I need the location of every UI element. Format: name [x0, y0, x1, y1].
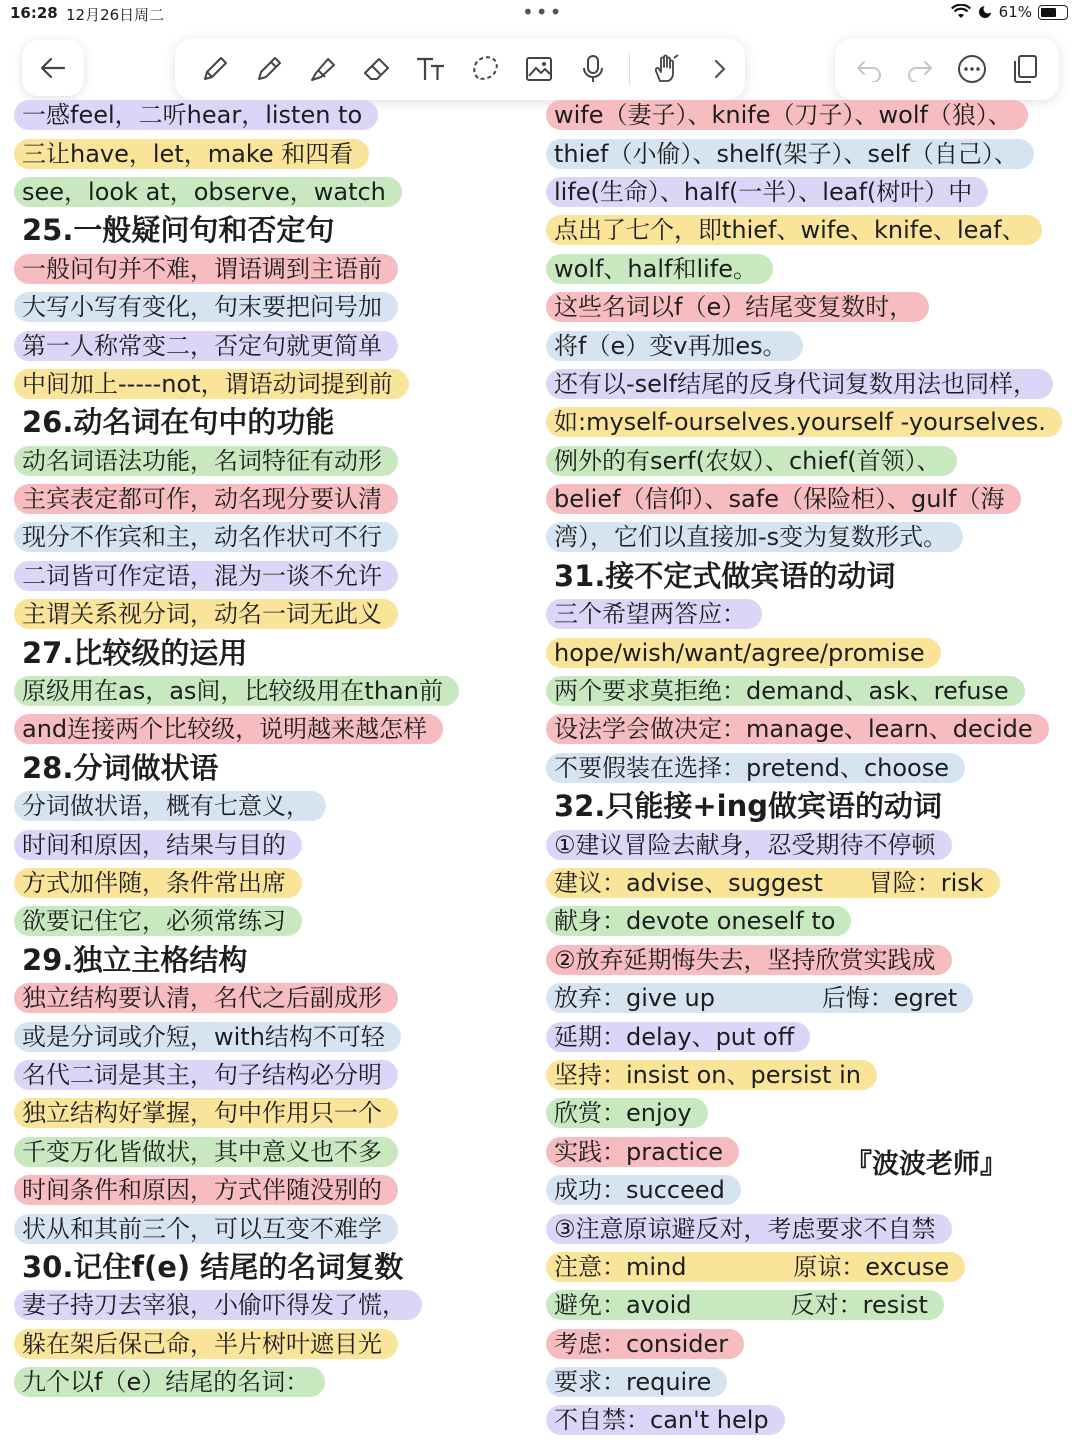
undo-button[interactable] [854, 56, 884, 82]
redo-icon [905, 56, 935, 82]
chevron-right-icon [710, 57, 730, 81]
section-heading: 25.一般疑问句和否定句 [22, 213, 335, 248]
status-date: 12月26日周二 [66, 6, 165, 24]
note-line [546, 595, 1080, 633]
note-line [546, 365, 1080, 403]
highlighted-text: 三个希望两答应： [546, 599, 762, 629]
note-line [14, 1056, 534, 1094]
note-line [14, 787, 534, 825]
note-line [546, 710, 1080, 748]
note-line [14, 749, 534, 787]
note-line [546, 633, 1080, 671]
highlighter-icon [307, 53, 339, 85]
highlighted-text: 独立结构要认清，名代之后副成形 [14, 983, 398, 1013]
arrow-left-icon [40, 57, 66, 79]
highlighted-text: see，look at，observe，watch [14, 177, 402, 207]
highlighted-text: 方式加伴随，条件常出席 [14, 868, 302, 898]
status-time: 16:28 [10, 4, 58, 22]
note-line [546, 211, 1080, 249]
more-options-button[interactable] [956, 53, 988, 85]
highlighted-text: 要求：require [546, 1367, 727, 1397]
note-line [14, 1094, 534, 1132]
note-line [14, 288, 534, 326]
highlighted-text: 主宾表定都可作，动名现分要认清 [14, 484, 398, 514]
note-line [546, 250, 1080, 288]
highlighted-text: 第一人称常变二，否定句就更简单 [14, 331, 398, 361]
highlighted-text: 时间条件和原因，方式伴随没别的 [14, 1175, 398, 1205]
highlighted-text: 不要假装在选择：pretend、choose [546, 753, 965, 783]
highlighted-text: 放弃：give up 后悔：egret [546, 983, 973, 1013]
image-tool[interactable] [519, 49, 559, 89]
highlighted-text: 成功：succeed [546, 1175, 741, 1205]
section-heading: 30.记住f(e) 结尾的名词复数 [22, 1249, 404, 1284]
note-line [546, 1209, 1080, 1247]
note-column-left [14, 96, 534, 1401]
note-line [14, 595, 534, 633]
note-line [546, 557, 1080, 595]
note-line [14, 1248, 534, 1286]
note-line [14, 480, 534, 518]
note-line [14, 633, 534, 671]
wifi-icon [951, 4, 971, 20]
focus-mode-icon [977, 4, 993, 20]
note-line [14, 864, 534, 902]
hand-draw-toggle[interactable] [646, 49, 686, 89]
highlighted-text: 主谓关系视分词，动名一词无此义 [14, 599, 398, 629]
note-line [14, 442, 534, 480]
highlighted-text: 或是分词或介短，with结构不可轻 [14, 1022, 401, 1052]
note-line [546, 787, 1080, 825]
note-line [14, 710, 534, 748]
note-line [14, 250, 534, 288]
image-icon [523, 53, 555, 85]
pencil-icon [253, 53, 285, 85]
highlighted-text: 二词皆可作定语，混为一谈不允许 [14, 561, 398, 591]
note-line [546, 825, 1080, 863]
note-line [14, 672, 534, 710]
note-line [14, 1171, 534, 1209]
text-tool-icon [414, 53, 448, 85]
highlighter-tool[interactable] [303, 49, 343, 89]
highlighted-text: 实践：practice [546, 1137, 739, 1167]
battery-percent: 61% [998, 3, 1032, 21]
highlighted-text: 现分不作宾和主，动名作状可不行 [14, 522, 398, 552]
section-heading: 32.只能接+ing做宾语的动词 [554, 789, 943, 824]
note-line [546, 442, 1080, 480]
pen-tool[interactable] [195, 49, 235, 89]
note-line [14, 1363, 534, 1401]
highlighted-text: 分词做状语，概有七意义， [14, 791, 326, 821]
highlighted-text: 独立结构好掌握，句中作用只一个 [14, 1098, 398, 1128]
pages-icon [1009, 53, 1041, 85]
note-line [14, 557, 534, 595]
section-heading: 27.比较级的运用 [22, 635, 248, 670]
highlighted-text: belief（信仰）、safe（保险柜）、gulf（海 [546, 484, 1021, 514]
highlighted-text: 不自禁：can't help [546, 1405, 785, 1435]
highlighted-text: 建议：advise、suggest 冒险：risk [546, 868, 1000, 898]
highlighted-text: 献身：devote oneself to [546, 906, 851, 936]
highlighted-text: ①建议冒险去献身，忍受期待不停顿 [546, 830, 952, 860]
author-signature: 『波波老师』 [845, 1149, 1007, 1180]
highlighted-text: 动名词语法功能，名词特征有动形 [14, 446, 398, 476]
highlighted-text: thief（小偷）、shelf(架子）、self（自己）、 [546, 139, 1034, 169]
note-line [546, 749, 1080, 787]
highlighted-text: hope/wish/want/agree/promise [546, 638, 941, 668]
highlighted-text: 避免：avoid 反对：resist [546, 1290, 944, 1320]
note-line [546, 288, 1080, 326]
section-heading: 26.动名词在句中的功能 [22, 405, 335, 440]
note-line [546, 326, 1080, 364]
highlighted-text: 名代二词是其主，句子结构必分明 [14, 1060, 398, 1090]
note-line [546, 480, 1080, 518]
drawing-toolbar [175, 38, 745, 100]
note-line [14, 326, 534, 364]
highlighted-text: 九个以f（e）结尾的名词： [14, 1367, 325, 1397]
highlighted-text: 如:myself-ourselves.yourself -yourselves. [546, 407, 1062, 437]
microphone-icon [577, 53, 609, 85]
note-line [546, 979, 1080, 1017]
highlighted-text: 考虑：consider [546, 1329, 744, 1359]
highlighted-text: 还有以-self结尾的反身代词复数用法也同样， [546, 369, 1053, 399]
note-line [546, 1094, 1080, 1132]
highlighted-text: ②放弃延期悔失去，坚持欣赏实践成 [546, 945, 952, 975]
status-bar [0, 0, 1080, 28]
note-line [14, 941, 534, 979]
note-line [14, 902, 534, 940]
note-line [546, 1056, 1080, 1094]
highlighted-text: ③注意原谅避反对，考虑要求不自禁 [546, 1214, 952, 1244]
highlighted-text: 例外的有serf(农奴）、chief(首领）、 [546, 446, 957, 476]
note-line [546, 672, 1080, 710]
note-line [14, 1133, 534, 1171]
multitasking-dots[interactable]: ••• [522, 0, 564, 24]
highlighted-text: 欣赏：enjoy [546, 1098, 708, 1128]
note-line [14, 173, 534, 211]
note-line [546, 1286, 1080, 1324]
highlighted-text: 中间加上-----not，谓语动词提到前 [14, 369, 409, 399]
undo-icon [854, 56, 884, 82]
lasso-icon [469, 53, 501, 85]
pen-icon [199, 53, 231, 85]
highlighted-text: 妻子持刀去宰狼，小偷吓得发了慌， [14, 1290, 422, 1320]
document-toolbar [835, 38, 1059, 100]
highlighted-text: 躲在架后保己命，半片树叶遮目光 [14, 1329, 398, 1359]
battery-level [1041, 8, 1056, 17]
lasso-tool[interactable] [465, 49, 505, 89]
highlighted-text: 坚持：insist on、persist in [546, 1060, 877, 1090]
note-line [546, 1325, 1080, 1363]
page-overview-button[interactable] [1009, 53, 1041, 85]
highlighted-text: 千变万化皆做状，其中意义也不多 [14, 1137, 398, 1167]
section-heading: 31.接不定式做宾语的动词 [554, 558, 896, 593]
note-line [546, 518, 1080, 556]
highlighted-text: and连接两个比较级，说明越来越怎样 [14, 714, 443, 744]
text-tool[interactable] [411, 49, 451, 89]
note-line [14, 1286, 534, 1324]
redo-button[interactable] [905, 56, 935, 82]
toolbar-divider [629, 53, 630, 85]
note-line [14, 403, 534, 441]
eraser-icon [361, 53, 393, 85]
highlighted-text: wife（妻子）、knife（刀子）、wolf（狼）、 [546, 100, 1028, 130]
highlighted-text: life(生命）、half(一半）、leaf(树叶）中 [546, 177, 988, 207]
highlighted-text: 大写小写有变化，句末要把问号加 [14, 292, 398, 322]
highlighted-text: 设法学会做决定：manage、learn、decide [546, 714, 1049, 744]
more-icon [956, 53, 988, 85]
note-line [546, 173, 1080, 211]
note-line [546, 1248, 1080, 1286]
highlighted-text: 状从和其前三个，可以互变不难学 [14, 1214, 398, 1244]
note-line [14, 1209, 534, 1247]
note-column-right [546, 96, 1080, 1440]
note-line [14, 1325, 534, 1363]
battery-icon [1038, 5, 1068, 20]
status-indicators [951, 3, 1068, 21]
note-line [546, 902, 1080, 940]
highlighted-text: 注意：mind 原谅：excuse [546, 1252, 965, 1282]
section-heading: 29.独立主格结构 [22, 942, 248, 977]
note-line [546, 403, 1080, 441]
hand-touch-icon [650, 53, 682, 85]
highlighted-text: 三让have，let，make 和四看 [14, 139, 369, 169]
back-button[interactable] [22, 40, 84, 96]
note-line [546, 134, 1080, 172]
pencil-tool[interactable] [249, 49, 289, 89]
note-line [14, 1017, 534, 1055]
note-line [14, 518, 534, 556]
note-line [14, 134, 534, 172]
highlighted-text: wolf、half和life。 [546, 254, 773, 284]
note-line [14, 979, 534, 1017]
note-line [14, 365, 534, 403]
note-line [14, 211, 534, 249]
eraser-tool[interactable] [357, 49, 397, 89]
more-tools-button[interactable] [700, 49, 740, 89]
highlighted-text: 将f（e）变v再加es。 [546, 331, 803, 361]
voice-record-tool[interactable] [573, 49, 613, 89]
note-line [546, 1017, 1080, 1055]
highlighted-text: 两个要求莫拒绝：demand、ask、refuse [546, 676, 1025, 706]
highlighted-text: 一感feel，二听hear，listen to [14, 100, 378, 130]
note-line [546, 864, 1080, 902]
note-line [546, 941, 1080, 979]
note-line [546, 1401, 1080, 1439]
note-line [546, 96, 1080, 134]
note-line [14, 825, 534, 863]
highlighted-text: 这些名词以f（e）结尾变复数时， [546, 292, 929, 322]
highlighted-text: 一般问句并不难，谓语调到主语前 [14, 254, 398, 284]
section-heading: 28.分词做状语 [22, 750, 219, 785]
highlighted-text: 欲要记住它，必须常练习 [14, 906, 302, 936]
highlighted-text: 点出了七个，即thief、wife、knife、leaf、 [546, 215, 1042, 245]
highlighted-text: 湾），它们以直接加-s变为复数形式。 [546, 522, 963, 552]
highlighted-text: 原级用在as，as间，比较级用在than前 [14, 676, 459, 706]
note-line [546, 1363, 1080, 1401]
highlighted-text: 延期：delay、put off [546, 1022, 810, 1052]
note-line [14, 96, 534, 134]
highlighted-text: 时间和原因，结果与目的 [14, 830, 302, 860]
